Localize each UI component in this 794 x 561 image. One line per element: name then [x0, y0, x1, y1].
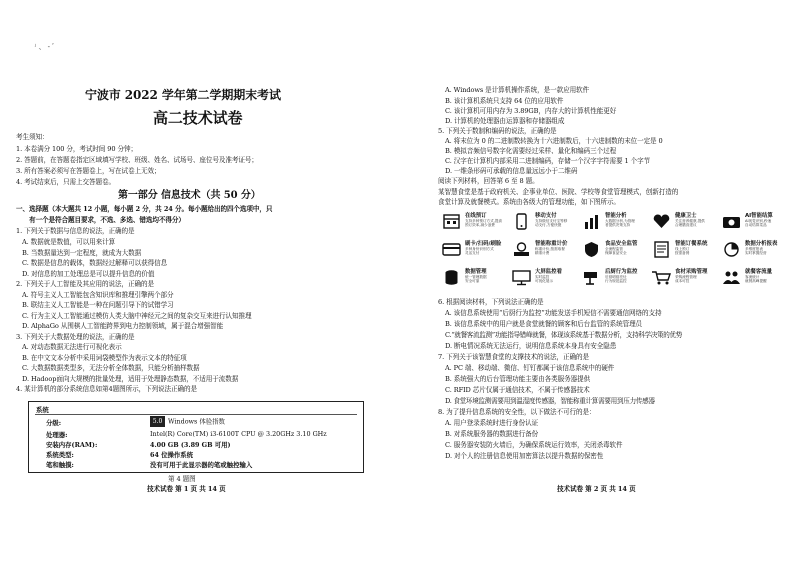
question-line: B. 在中文文本分析中采用词袋模型作为表示文本的特征项: [22, 354, 187, 362]
feature-cell: [718, 265, 788, 292]
camera-icon: [718, 213, 745, 230]
feature-cell: [648, 265, 718, 292]
feature-desc: 支持微信支付宝等移 动支付,方便快捷: [535, 219, 568, 228]
feature-name: 智能订餐系统: [675, 241, 708, 247]
right-line: C.“就餐客流监测”功能指导错峰就餐，体现该系统基于数据分析，支持科学决策的优势: [445, 331, 683, 339]
notice-heading: 考生须知：: [16, 133, 49, 141]
right-line: B. 对系统服务器的数据进行备份: [445, 430, 539, 438]
material-line: 食堂计算及就餐模式。系统由各级大的管理功能，如下图所示。: [438, 198, 620, 206]
feature-desc: 客流统计 就餐高峰提醒: [745, 275, 767, 284]
system-box-title: 系统: [36, 406, 49, 414]
sys-label-cpu: 处理器:: [46, 431, 68, 439]
feature-name: 智能分析: [605, 213, 627, 219]
question-line: C. 数据是信息的载体，数据经过解释可以获得信息: [22, 259, 168, 267]
question-line: C. 行为主义人工智能通过模仿人类大脑中神经元之间的复杂交互来进行认知推理: [22, 312, 252, 320]
right-line: C. 服务器安装防火墙后，为确保系统运行效率，关闭杀毒软件: [445, 441, 623, 449]
question-line: A. 对动态数据无法进行可视化表示: [22, 343, 122, 351]
sys-value-cpu: Intel(R) Core(TM) i3-6100T CPU @ 3.20GHz 3.10 GHz: [150, 430, 327, 438]
rating-badge: 5.0: [150, 416, 165, 427]
right-line: A. 该信息系统使用“后厨行为监控”功能发送手机短信不需要通信网络的支持: [445, 309, 662, 317]
sys-label-rating: 分级:: [46, 419, 62, 427]
feature-name: AI智能结算: [745, 213, 773, 219]
feature-desc: 称重计价,按需取餐 精准计费: [535, 247, 565, 256]
right-line: A. PC 端、移动端、微信、钉钉都属于该信息系统中的硬件: [445, 364, 615, 372]
feature-cell: [438, 265, 508, 292]
right-line: A. Windows 是计算机操作系统，是一款应用软件: [445, 86, 590, 94]
right-line: B. 系统强大的后台管理功能主要由各类服务器提供: [445, 375, 591, 383]
notice-2: 2. 答题前，在答题卷指定区域填写学校、班级、姓名、试场号、座位号及准考证号；: [16, 156, 258, 164]
scale-icon: [508, 241, 535, 258]
feature-name: 就餐客流量: [745, 269, 772, 275]
feature-cell: [718, 237, 788, 264]
part-title: 第一部分 信息技术（共 50 分）: [118, 190, 261, 201]
feature-name: 智能称重计价: [535, 241, 568, 247]
right-line: 7. 下列关于该智慧食堂的支撑技术的说法，正确的是: [438, 353, 589, 361]
question-line: 1. 下列关于数据与信息的说法，正确的是: [16, 227, 135, 235]
sys-label-type: 系统类型:: [46, 451, 74, 459]
exam-subtitle: 高二技术试卷: [153, 109, 243, 127]
right-line: D. 计算机的处理器由运算器和存储器组成: [445, 117, 565, 125]
feature-cell: [718, 209, 788, 236]
question-line: 4. 某计算机的部分系统信息如第4题图所示，下列说法正确的是: [16, 385, 198, 393]
question-line: D. Hadoop面向大规模的批量处理，适用于处理静态数据，不适用于流数据: [22, 375, 239, 383]
sys-value-pen: 没有可用于此显示器的笔或触控输入: [150, 461, 253, 469]
question-line: B. 联结主义人工智能是一种在问题引导下的试错学习: [22, 301, 174, 309]
report-icon: [718, 241, 745, 258]
section-intro-1: 一、选择题（本大题共 12 小题，每小题 2 分，共 24 分。每小题给出的四个选项中，只: [16, 205, 273, 213]
cctv-icon: [578, 269, 605, 286]
right-footer: 技术试卷 第 2 页 共 14 页: [557, 485, 636, 493]
cart-icon: [648, 269, 675, 286]
notice-1: 1. 本卷满分 100 分，考试时间 90 分钟；: [16, 145, 137, 153]
feature-name: 后厨行为监控: [605, 269, 638, 275]
screen-icon: [508, 269, 535, 286]
right-line: 6. 根据阅读材料，下列说法正确的是: [438, 298, 544, 306]
right-line: 5. 下列关于数制和编码的说法，正确的是: [438, 127, 557, 135]
exam-title: 宁波市 2022 学年第二学期期末考试: [85, 88, 281, 102]
question-line: 3. 下列关于大数据处理的说法，正确的是: [16, 333, 135, 341]
sys-label-ram: 安装内存(RAM):: [46, 441, 98, 449]
section-intro-2: 有一个是符合题目要求，不选、多选、错选均不得分）: [29, 216, 185, 224]
shield-icon: [578, 241, 605, 258]
material-line: 某智慧食堂是基于政府机关、企事业单位、医院、学校等食堂管理模式，创新打造的: [438, 188, 679, 196]
right-line: A. 用户登录系统时进行身份认证: [445, 419, 539, 427]
system-box-divider: [35, 414, 357, 415]
sys-value-rating: [150, 416, 225, 427]
feature-name: 健康卫士: [675, 213, 697, 219]
right-page: [397, 0, 794, 561]
feature-desc: 大数据分析,为管理 者提供决策支持: [605, 219, 635, 228]
feature-cell: [438, 209, 508, 236]
left-footer: 技术试卷 第 1 页 共 14 页: [147, 485, 226, 493]
feature-desc: 关注营养健康,提供 合理膳食建议: [675, 219, 705, 228]
feature-cell: [578, 209, 648, 236]
people-icon: [718, 269, 745, 286]
question-line: D. AlphaGo 从围棋人工智能跨界到电力控制领域，属于混合增强智能: [22, 322, 224, 330]
feature-desc: 线上预订 按需备餐: [675, 247, 690, 256]
right-line: D. 断电情况系统无法运行，说明信息系统本身具有安全隐患: [445, 342, 617, 350]
db-icon: [438, 269, 465, 286]
question-line: B. 当数据量达到一定程度，就成为大数据: [22, 249, 142, 257]
right-line: A. 将末位为 0 的二进制数转换为十六进制数后，十六进制数的末位一定是 0: [445, 137, 663, 145]
scan-marks: ꜜ 、 - ﾞ: [34, 43, 56, 51]
question-line: A. 符号主义人工智能包含知识库和推理引擎两个部分: [22, 291, 174, 299]
feature-desc: 实时监控 可视化展示: [535, 275, 553, 284]
sys-value-type: 64 位操作系统: [150, 451, 194, 459]
feature-name: 数据管理: [465, 269, 487, 275]
figure-caption: 第 4 题图: [168, 475, 196, 483]
right-line: 8. 为了提升信息系统的安全性，以下做法不可行的是：: [438, 408, 596, 416]
question-line: 2. 下列关于人工智能及其应用的说法，正确的是: [16, 280, 154, 288]
rating-text: Windows 体验指数: [168, 417, 225, 426]
right-line: C. 该计算机可用内存为 3.89GB，内存大的计算机性能更好: [445, 107, 617, 115]
notice-4: 4. 考试结束后，只需上交答题卷。: [16, 178, 115, 186]
right-line: B. 该计算机系统只支持 64 位的应用软件: [445, 97, 564, 105]
feature-grid: [438, 209, 788, 292]
question-line: C. 大数据数据类型多，无法分析全体数据，只能分析抽样数据: [22, 364, 200, 372]
right-line: B. 该信息系统中的用户就是食堂就餐的顾客和后台监管的系统管理员: [445, 320, 643, 328]
feature-desc: AI视觉识别,秒速 自动结算菜品: [745, 219, 772, 228]
right-line: C. RFID 芯片仅属于通信技术，不属于传感器技术: [445, 386, 590, 394]
feature-desc: 全流程监管 保障食品安全: [605, 247, 627, 256]
sys-label-pen: 笔和触摸:: [46, 461, 74, 469]
calendar-icon: [438, 213, 465, 230]
feature-name: 大屏监控看: [535, 269, 562, 275]
right-line: D. 食堂环境监测需要用到温湿度传感器，智能称重计算需要用到压力传感器: [445, 397, 655, 405]
right-line: 阅读下列材料，回答第 6 至 8 题。: [438, 177, 539, 185]
feature-cell: [438, 237, 508, 264]
question-line: A. 数据就是数值，可以用来计算: [22, 238, 116, 246]
feature-cell: [578, 265, 648, 292]
feature-desc: 统一管理数据 安全可靠: [465, 275, 487, 284]
feature-desc: 采购流程管理 成本可控: [675, 275, 697, 284]
right-line: D. 对个人的注册信息使用加密算法以提升数据的保密性: [445, 452, 604, 460]
order-icon: [648, 241, 675, 258]
feature-cell: [648, 209, 718, 236]
card-icon: [438, 241, 465, 258]
feature-desc: 多种身份识别方式 灵活支付: [465, 247, 494, 256]
feature-name: 在线预订: [465, 213, 487, 219]
feature-cell: [508, 209, 578, 236]
feature-cell: [508, 237, 578, 264]
feature-name: 食材采购管理: [675, 269, 708, 275]
chart-icon: [578, 213, 605, 230]
feature-desc: 后厨明厨亮灶 行为规范监控: [605, 275, 627, 284]
system-info-figure: [28, 401, 364, 473]
feature-name: 数据分析报表: [745, 241, 778, 247]
feature-name: 刷卡/扫码/刷脸: [465, 241, 502, 247]
right-line: B. 模拟音频信号数字化需要经过采样、量化和编码三个过程: [445, 147, 617, 155]
notice-3: 3. 所有答案必须写在答题卷上，写在试卷上无效；: [16, 167, 161, 175]
sys-value-ram: 4.00 GB (3.89 GB 可用): [150, 441, 231, 449]
feature-desc: 多维度报表 实时掌握经营: [745, 247, 767, 256]
right-line: C. 汉字在计算机内部采用二进制编码，存储一个汉字字符需要 1 个字节: [445, 157, 651, 165]
feature-cell: [648, 237, 718, 264]
feature-name: 移动支付: [535, 213, 557, 219]
phone-icon: [508, 213, 535, 230]
question-line: D. 对信息的加工处理总是可以提升信息的价值: [22, 270, 155, 278]
feature-cell: [578, 237, 648, 264]
feature-cell: [508, 265, 578, 292]
feature-desc: 支持多种预订方式,提高 预订效率,减少浪费: [465, 219, 503, 228]
right-line: D. 一维条形码可承载的信息量远远小于二维码: [445, 167, 578, 175]
heart-icon: [648, 213, 675, 230]
feature-name: 食品安全监管: [605, 241, 638, 247]
